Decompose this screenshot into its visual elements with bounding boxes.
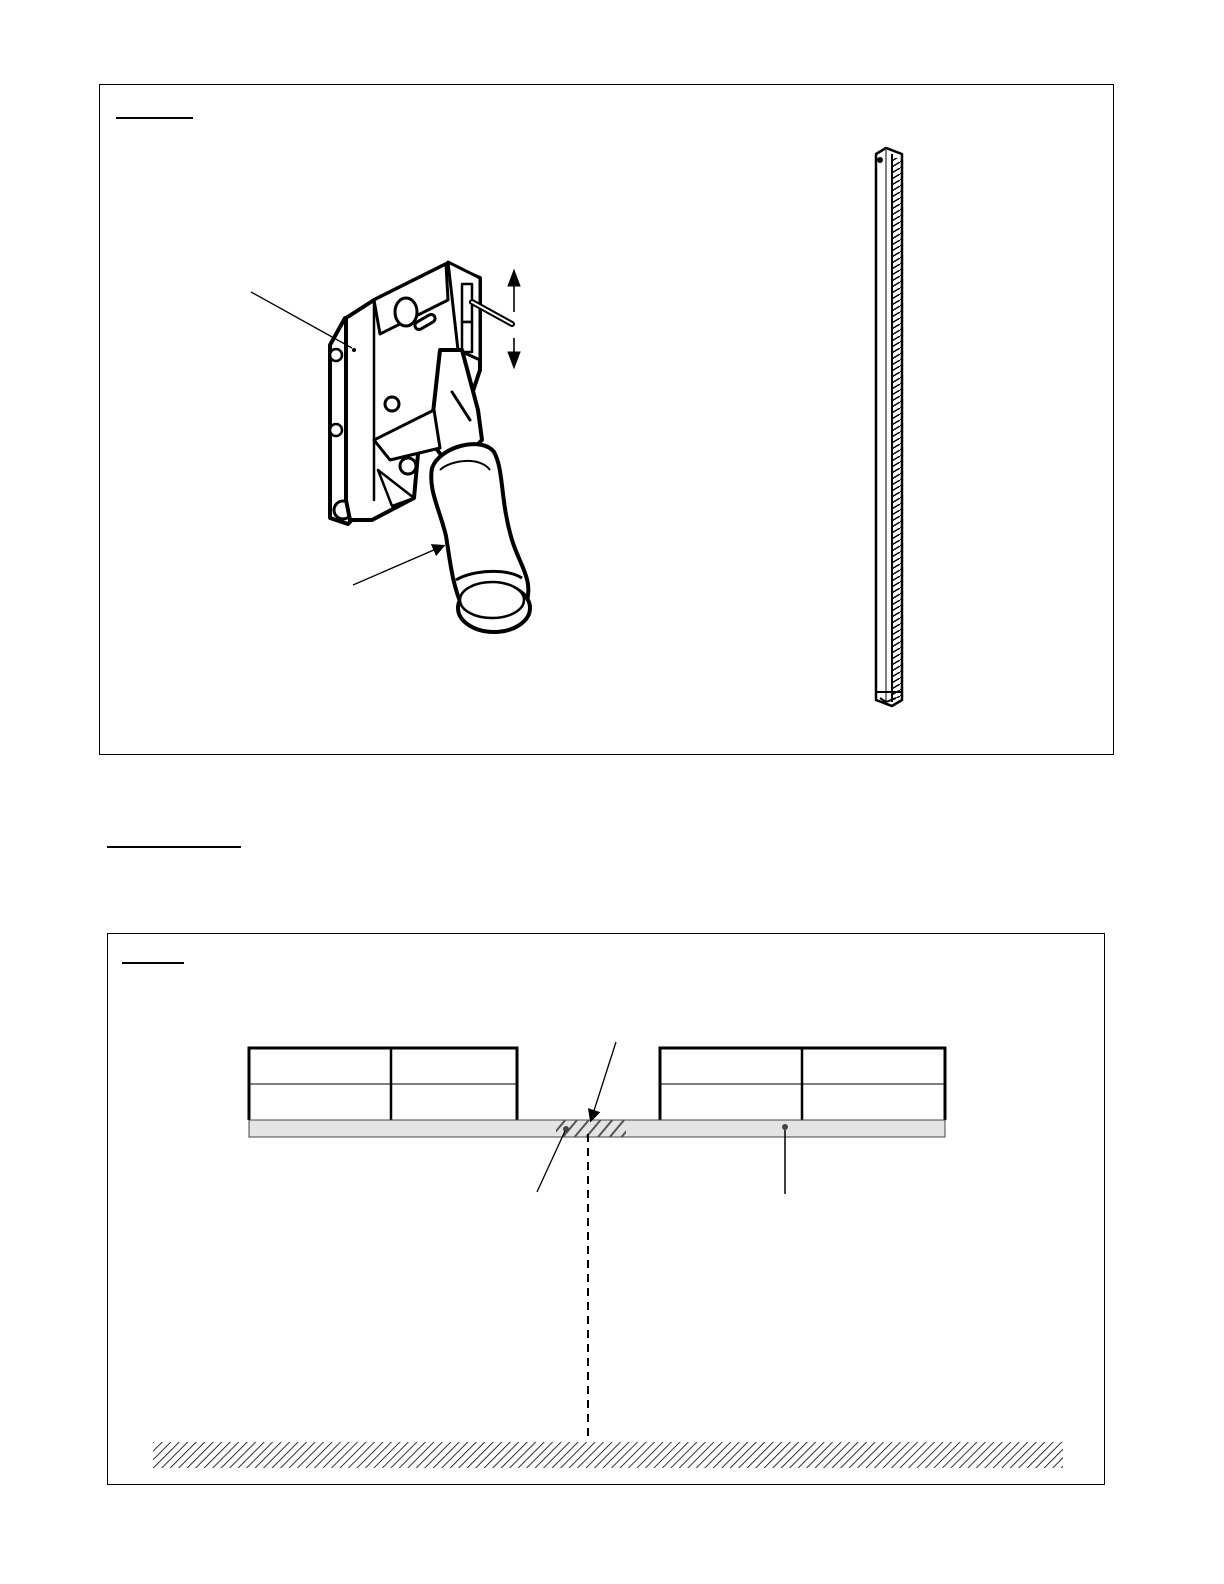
up-down-arrow-icon xyxy=(508,270,520,368)
plate-hole-top xyxy=(330,349,342,361)
rail-point-left-marker xyxy=(563,1126,569,1132)
rail-point-right-marker xyxy=(782,1124,788,1130)
handle-grip xyxy=(431,444,530,632)
leader-line-grip xyxy=(353,546,443,585)
plate-hole-mid xyxy=(330,424,342,436)
leader-line-rail-left xyxy=(537,1131,565,1192)
door-sections xyxy=(249,1048,945,1120)
bracket-slot-icon xyxy=(395,298,417,326)
rail-teeth xyxy=(893,158,901,698)
drive-rail xyxy=(876,148,902,706)
floor-hatch xyxy=(153,1442,1063,1468)
leader-line-center-mark xyxy=(591,1042,616,1120)
leader-line-assembly xyxy=(251,292,352,348)
